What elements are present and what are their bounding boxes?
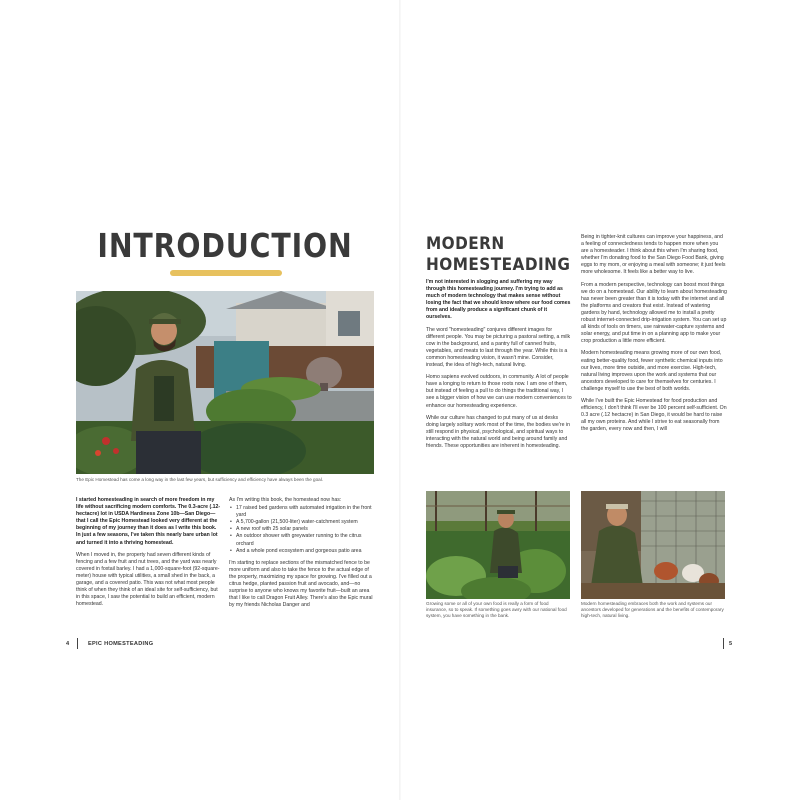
- right-col2-paragraph-3: Modern homesteading means growing more of our own food, eating better-quality food, fewer synthetic chemical inputs into our lives, more time outside, and more exercise. High-tech, natural living improves upon the work and systems that our ancestors developed to care for themselves for centuries. I challenge myself to use the best of both worlds.: [581, 350, 723, 392]
- left-paragraph-2: When I moved in, the property had seven different kinds of fencing and a few fruit and nut trees, and the yard was nearly covered in foxtail barley. I had a 1,000-square-foot (92-square-meter) house with typical utilities, a small shed in the back, a garage, and a covered patio. This was not what most people think of when they think of an ideal site for self-sufficiency, but in this space, I saw the potential to build an efficient, modern homestead.: [76, 551, 220, 608]
- chicken-photo-right: [581, 491, 725, 599]
- homestead-photo-main: [76, 291, 374, 474]
- right-col2-paragraph-4: While I've built the Epic Homestead for food production and efficiency, I don't think I'll ever be 100 percent self-sufficient. On 0.3 acre (.12 hectacre) in San Diego, it would be hard to raise all my own proteins. And while I strive to eat seasonally from the garden, every now and then, I will: [581, 397, 727, 433]
- main-photo-caption: The Epic Homestead has come a long way in the last few years, but sufficiency and efficiency have always been the goal.: [76, 477, 324, 482]
- title-underline-bar: [170, 270, 282, 276]
- title-line-1: MODERN: [426, 234, 505, 254]
- page-gutter: [399, 0, 401, 800]
- right-lead-paragraph: I'm not interested in slogging and suffering my way through this homesteading journey. I'm trying to add as much of modern technology that makes sense without losing the fact that we should know where our food comes from and ideally produce a significant chunk of it ourselves.: [426, 279, 571, 321]
- homestead-list-intro: As I'm writing this book, the homestead now has:: [229, 497, 342, 503]
- list-item: • 17 raised bed gardens with automated irrigation in the front yard: [229, 505, 374, 519]
- left-column-2: [229, 497, 374, 614]
- garden-photo-caption: Growing some or all of your own food is really a form of food insurance, so to speak. If something goes awry with our national food system, you have something in the bank.: [426, 601, 567, 619]
- right-paragraph-2: The word "homesteading" conjures different images for different people. You may be picturing a pastoral setting, a milk cow in the background, and a pantry full of canned fruits, vegetables, and meats to last through the year. While this is a common homesteading vision, it wasn't mine. Consider, instead, the idea of high-tech, natural living.: [426, 326, 571, 369]
- right-col2-paragraph-1: Being in tighter-knit cultures can improve your happiness, and a feeling of connectedness tends to happen more when you are a homesteader. I think about this when I'm sharing food, whether I'm donating food to the San Diego Food Bank, giving eggs to my mom, or enjoying a meal with someone; it just feels more wholesome. It feels like a better way to live.: [581, 234, 726, 276]
- chicken-photo-caption: Modern homesteading embraces both the work and systems our ancestors developed for generations and the benefits of contemporary high-tech, natural living.: [581, 601, 724, 619]
- title-line-2: HOMESTEADING: [426, 255, 571, 275]
- modern-homesteading-title: [426, 234, 571, 276]
- left-page-number: 4: [66, 641, 70, 647]
- right-page-number: 5: [729, 641, 733, 647]
- right-col2-paragraph-2: From a modern perspective, technology can boost most things we do on a homestead. Our ability to learn about homesteading has never been greater than it is today with the internet and all the platforms and creators that exist. Instead of watering gardens by hand, technology allowed me to install a pretty robust internet-connected drip-irrigation system. You can set up all kinds of tools on timers, use rainwater-capture systems and solar energy, and put time in on a planning app to make your crop production a little more efficient.: [581, 281, 727, 345]
- list-item: • And a whole pond ecosystem and gorgeous patio area: [229, 548, 374, 555]
- left-footer-rule: [77, 638, 78, 649]
- right-column-1: [426, 279, 572, 455]
- right-column-2: [581, 234, 727, 476]
- list-item: • A new roof with 25 solar panels: [229, 526, 374, 533]
- right-paragraph-4: While our culture has changed to put many of us at desks doing largely solitary work most of the time, the bodies we're in still respond in physical, psychological, and spiritual ways to interacting with the natural world and being around family and friends. These opportunities are inherent in homesteading.: [426, 414, 571, 449]
- left-column-1: [76, 497, 221, 613]
- list-item: • A 5,700-gallon (21,500-liter) water-catchment system: [229, 519, 374, 526]
- list-item: • An outdoor shower with greywater running to the citrus orchard: [229, 533, 374, 547]
- left-col2-paragraph-2: I'm starting to replace sections of the mismatched fence to be more uniform and also to take the fence to the actual edge of the property, maximizing my space for growing. I've filled out a citrus hedge, planted passion fruit and avocado, and—no surprise to anyone who knows my favorite fruit—built an area that I like to call Dragon Fruit Alley. There's also the Epic mural by my friends Nicholas Danger and: [229, 559, 373, 609]
- garden-photo-left: [426, 491, 570, 599]
- left-lead-paragraph: I started homesteading in search of more freedom in my life without sacrificing modern comforts. The 0.3-acre (.12-hectacre) lot in USDA Hardiness Zone 10b—San Diego—that I call the Epic Homestead looked very different at the beginning of my journey than it does as I write this book. In just a few seasons, I've taken this nearly bare urban lot and turned it into a thriving homestead.: [76, 497, 221, 546]
- intro-title: INTRODUCTION: [97, 226, 353, 265]
- right-footer-rule: [723, 638, 724, 649]
- right-paragraph-3: Homo sapiens evolved outdoors, in community. A lot of people have a longing to return to those roots now. I am one of them, but instead of feeling a pull to do things the traditional way, I see a bigger vision of how we can use modern conveniences to enhance our homesteading experience.: [426, 374, 572, 409]
- homestead-features-list: [229, 505, 374, 555]
- running-title: EPIC HOMESTEADING: [88, 641, 154, 647]
